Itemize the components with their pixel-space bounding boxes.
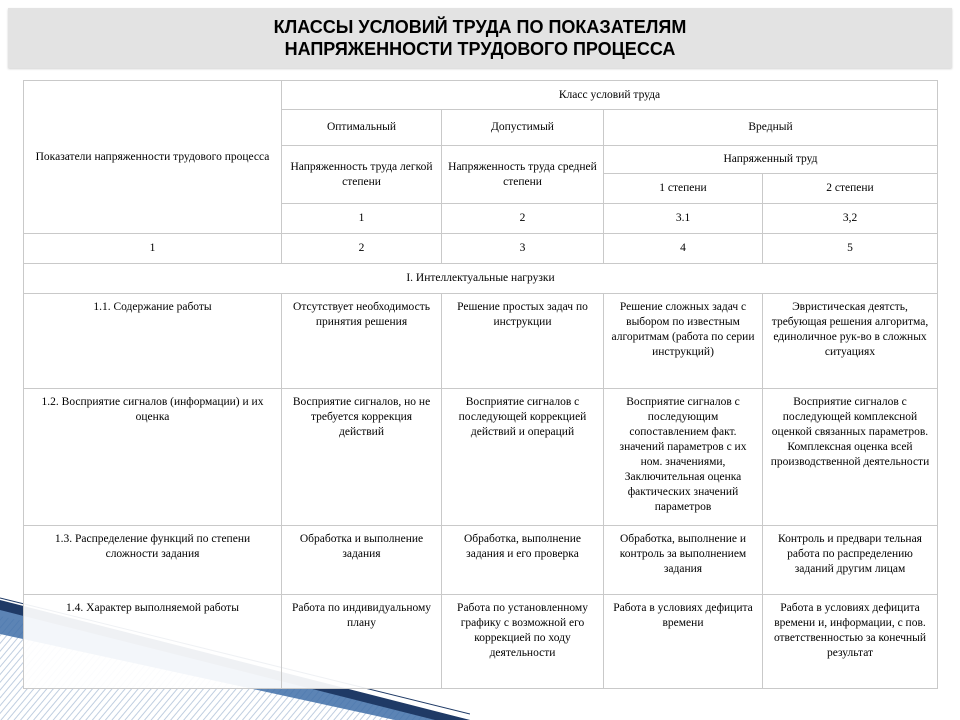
table-row <box>24 294 938 389</box>
class-code: 1 <box>282 204 442 234</box>
class-header: Класс условий труда <box>282 81 938 110</box>
column-number: 4 <box>604 234 763 264</box>
table-header-row-1 <box>24 81 938 110</box>
table-cell: Обработка, выполнение и контроль за выполнением задания <box>604 526 763 595</box>
table-cell: Работа в условиях дефицита времени <box>604 595 763 689</box>
slide-title-line-2: НАПРЯЖЕННОСТИ ТРУДОВОГО ПРОЦЕССА <box>284 39 676 59</box>
slide-title-band <box>8 8 952 68</box>
table-row <box>24 526 938 595</box>
intense-work-header: Напряженный труд <box>604 146 938 174</box>
column-numbers-row <box>24 234 938 264</box>
indicator-label: 1.3. Распределение функций по степени сложности задания <box>24 526 282 595</box>
table-cell: Работа в условиях дефицита времени и, информации, с пов. ответственностью за конечный результат <box>763 595 938 689</box>
section-title: I. Интеллектуальные нагрузки <box>24 264 938 294</box>
class-code: 3.1 <box>604 204 763 234</box>
section-row <box>24 264 938 294</box>
table-cell: Эвристическая деятсть, требующая решения алгоритма, единоличное рук-во в сложных ситуациях <box>763 294 938 389</box>
table-row <box>24 595 938 689</box>
table-cell: Работа по установленному графику с возможной его коррекцией по ходу деятельности <box>442 595 604 689</box>
degree-2-header: 2 степени <box>763 174 938 204</box>
table-cell: Восприятие сигналов, но не требуется коррекция действий <box>282 389 442 526</box>
indicator-label: 1.1. Содержание работы <box>24 294 282 389</box>
degree-1-header: 1 степени <box>604 174 763 204</box>
work-conditions-table <box>23 80 938 689</box>
indicator-column-header: Показатели напряженности трудового процесса <box>24 81 282 234</box>
table-row <box>24 389 938 526</box>
column-number: 1 <box>24 234 282 264</box>
table-cell: Решение простых задач по инструкции <box>442 294 604 389</box>
light-intensity-header: Напряженность труда легкой степени <box>282 146 442 204</box>
acceptable-header: Допустимый <box>442 110 604 146</box>
table-cell: Восприятие сигналов с последующим сопоставлением факт. значений параметров с их ном. значениями, Заключительная оценка фактических значений параметров <box>604 389 763 526</box>
table-cell: Восприятие сигналов с последующей коррекцией действий и операций <box>442 389 604 526</box>
indicator-label: 1.2. Восприятие сигналов (информации) и их оценка <box>24 389 282 526</box>
medium-intensity-header: Напряженность труда средней степени <box>442 146 604 204</box>
table-cell: Обработка, выполнение задания и его проверка <box>442 526 604 595</box>
column-number: 5 <box>763 234 938 264</box>
table-cell: Восприятие сигналов с последующей комплексной оценкой связанных параметров. Комплексная оценка всей производственной деятельности <box>763 389 938 526</box>
table-cell: Решение сложных задач с выбором по известным алгоритмам (работа по серии инструкций) <box>604 294 763 389</box>
harmful-header: Вредный <box>604 110 938 146</box>
table-cell: Работа по индивидуальному плану <box>282 595 442 689</box>
class-code: 2 <box>442 204 604 234</box>
table-cell: Контроль и предвари тельная работа по распределению заданий другим лицам <box>763 526 938 595</box>
column-number: 3 <box>442 234 604 264</box>
indicator-label: 1.4. Характер выполняемой работы <box>24 595 282 689</box>
column-number: 2 <box>282 234 442 264</box>
optimal-header: Оптимальный <box>282 110 442 146</box>
table-cell: Отсутствует необходимость принятия решения <box>282 294 442 389</box>
slide-title-line-1: КЛАССЫ УСЛОВИЙ ТРУДА ПО ПОКАЗАТЕЛЯМ <box>273 17 687 37</box>
table-cell: Обработка и выполнение задания <box>282 526 442 595</box>
class-code: 3,2 <box>763 204 938 234</box>
